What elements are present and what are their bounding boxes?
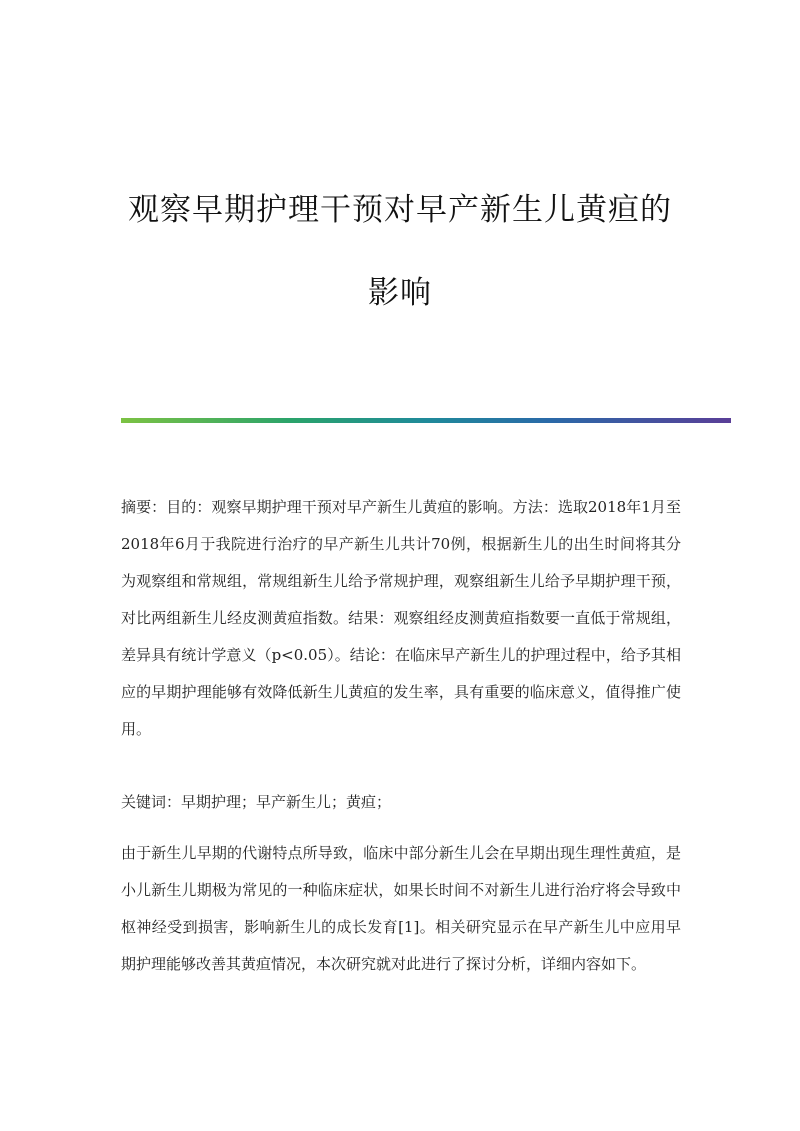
abstract-paragraph: 摘要：目的：观察早期护理干预对早产新生儿黄疸的影响。方法：选取2018年1月至2018年6月于我院进行治疗的早产新生儿共计70例，根据新生儿的出生时间将其分为观察组和常规组，常规组新生儿给予常规护理，观察组新生儿给予早期护理干预，对比两组新生儿经皮测黄疸指数。结果：观察组经皮测黄疸指数要一直低于常规组，差异具有统计学意义（p<0.05）。结论：在临床早产新生儿的护理过程中，给予其相应的早期护理能够有效降低新生儿黄疸的发生率，具有重要的临床意义，值得推广使用。: [121, 498, 681, 738]
keywords-paragraph: 关键词：早期护理；早产新生儿；黄疸；: [121, 793, 392, 811]
gradient-divider: [121, 418, 731, 423]
introduction-paragraph: 由于新生儿早期的代谢特点所导致，临床中部分新生儿会在早期出现生理性黄疸，是小儿新生儿期极为常见的一种临床症状，如果长时间不对新生儿进行治疗将会导致中枢神经受到损害，影响新生儿的成长发育[1]。相关研究显示在早产新生儿中应用早期护理能够改善其黄疸情况，本次研究就对此进行了探讨分析，详细内容如下。: [121, 844, 681, 973]
document-title-line-1: 观察早期护理干预对早产新生儿黄疸的: [128, 192, 672, 228]
document-title-line-2: 影响: [368, 275, 432, 311]
